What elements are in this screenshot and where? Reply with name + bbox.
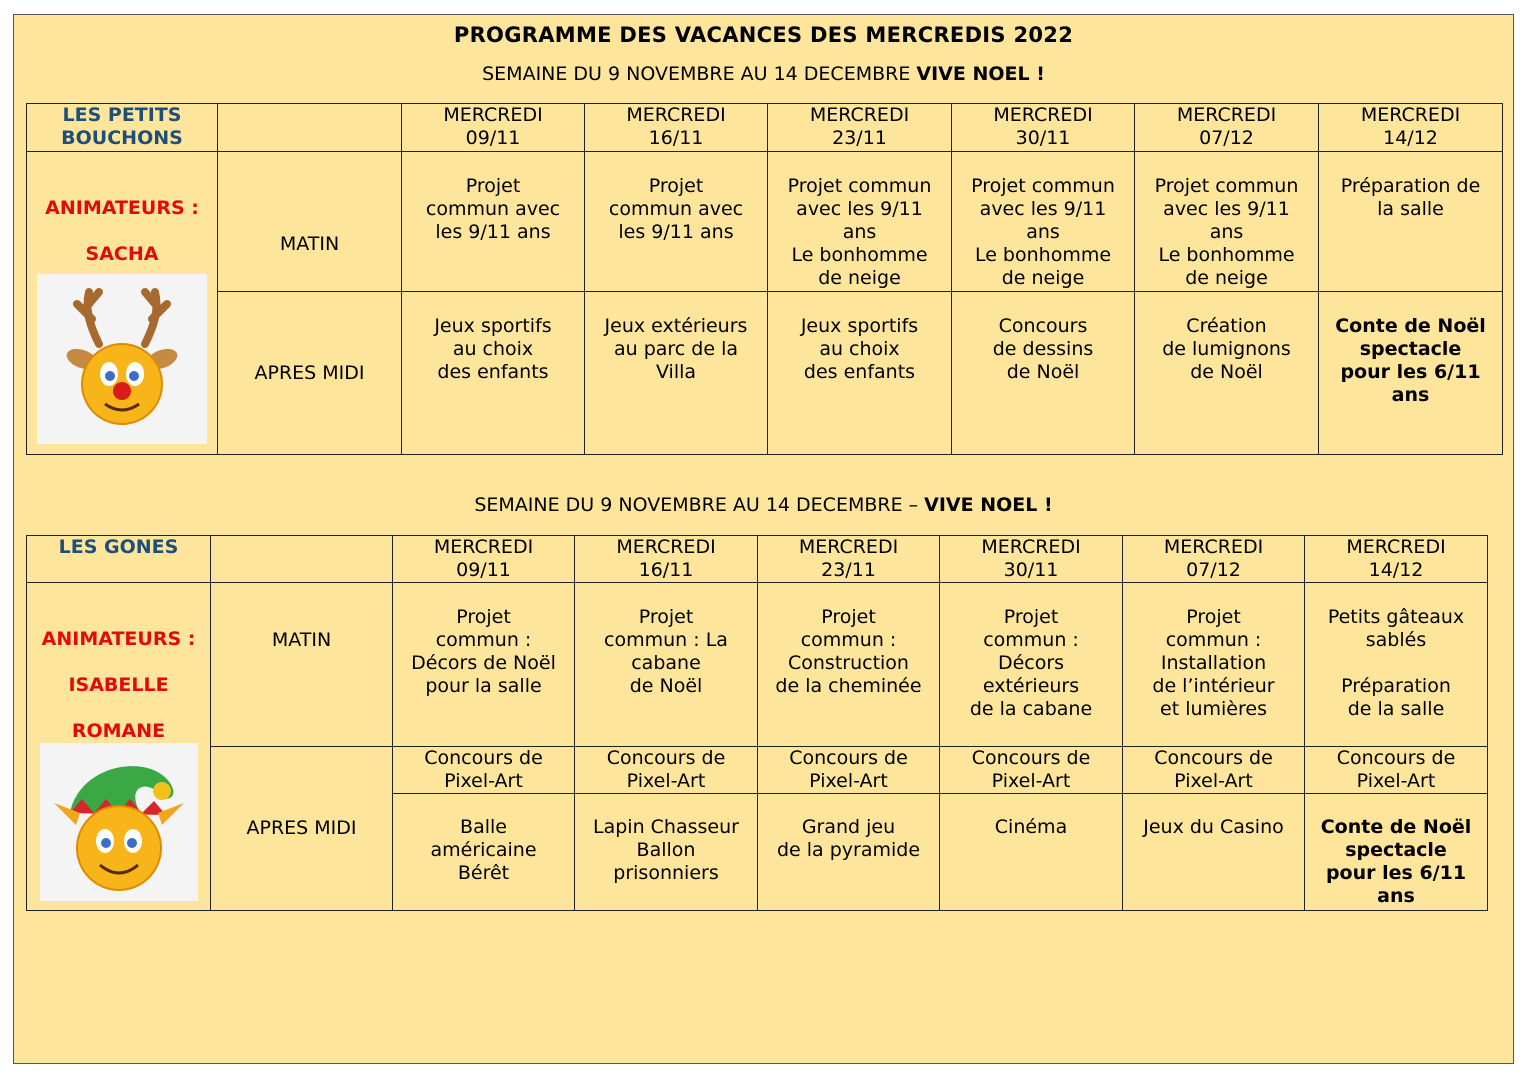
apres-midi-activity: Concours de dessins de Noël xyxy=(952,292,1135,455)
group-name: LES PETITS BOUCHONS xyxy=(27,104,218,152)
empty-header-cell xyxy=(218,104,402,152)
matin-activity: Projet commun avec les 9/11 ans Le bonhomme de neige xyxy=(952,152,1135,292)
empty-header-cell xyxy=(211,536,393,583)
page-title: PROGRAMME DES VACANCES DES MERCREDIS 2022 xyxy=(453,23,1074,47)
matin-activity: Projet commun : Décors de Noël pour la salle xyxy=(393,583,575,747)
concours-activity: Concours de Pixel-Art xyxy=(940,747,1123,794)
apres-midi-activity: Lapin Chasseur Ballon prisonniers xyxy=(575,794,758,911)
apres-midi-activity: Grand jeu de la pyramide xyxy=(758,794,940,911)
apres-midi-activity: Jeux du Casino xyxy=(1123,794,1305,911)
animateur-name: ROMANE xyxy=(71,720,166,742)
concours-activity: Concours de Pixel-Art xyxy=(1305,747,1488,794)
concours-activity: Concours de Pixel-Art xyxy=(393,747,575,794)
apres-midi-activity: Jeux extérieurs au parc de la Villa xyxy=(585,292,768,455)
apres-midi-activity-highlight: Conte de Noël spectacle pour les 6/11 ans xyxy=(1319,292,1503,455)
apres-midi-row xyxy=(27,292,1503,455)
concours-activity: Concours de Pixel-Art xyxy=(575,747,758,794)
week-subtitle-2 xyxy=(14,494,1513,516)
animateurs-label: ANIMATEURS : xyxy=(41,628,196,650)
matin-activity: Projet commun avec les 9/11 ans Le bonhomme de neige xyxy=(1135,152,1319,292)
matin-activity: Préparation de la salle xyxy=(1319,152,1503,292)
animateurs-cell xyxy=(27,152,218,455)
day-header: MERCREDI 09/11 xyxy=(393,536,575,583)
animateur-name: ISABELLE xyxy=(68,674,169,696)
day-header: MERCREDI 14/12 xyxy=(1319,104,1503,152)
matin-activity: Projet commun : La cabane de Noël xyxy=(575,583,758,747)
day-header: MERCREDI 16/11 xyxy=(575,536,758,583)
apres-midi-label: APRES MIDI xyxy=(211,747,393,911)
matin-activity: Petits gâteaux sablés Préparation de la salle xyxy=(1305,583,1488,747)
matin-label: MATIN xyxy=(211,583,393,747)
matin-activity: Projet commun avec les 9/11 ans xyxy=(402,152,585,292)
elf-emoji-icon xyxy=(40,743,198,901)
day-header: MERCREDI 23/11 xyxy=(768,104,952,152)
matin-activity: Projet commun : Décors extérieurs de la cabane xyxy=(940,583,1123,747)
header-row xyxy=(27,536,1488,583)
matin-row xyxy=(27,152,1503,292)
apres-midi-activity: Balle américaine Bérêt xyxy=(393,794,575,911)
week-label: SEMAINE DU 9 NOVEMBRE AU 14 DECEMBRE – xyxy=(474,494,925,516)
day-header: MERCREDI 30/11 xyxy=(952,104,1135,152)
matin-activity: Projet commun avec les 9/11 ans Le bonhomme de neige xyxy=(768,152,952,292)
day-header: MERCREDI 09/11 xyxy=(402,104,585,152)
week-label: SEMAINE DU 9 NOVEMBRE AU 14 DECEMBRE xyxy=(482,63,917,85)
reindeer-emoji-icon xyxy=(37,274,207,444)
apres-midi-activity: Jeux sportifs au choix des enfants xyxy=(768,292,952,455)
week-subtitle-1 xyxy=(14,63,1513,85)
schedule-table-petits-bouchons xyxy=(26,103,1503,455)
apres-midi-activity-highlight: Conte de Noël spectacle pour les 6/11 ans xyxy=(1305,794,1488,911)
day-header: MERCREDI 07/12 xyxy=(1123,536,1305,583)
week-theme: VIVE NOEL ! xyxy=(924,494,1053,516)
group-name: LES GONES xyxy=(27,536,211,583)
matin-row xyxy=(27,583,1488,747)
concours-activity: Concours de Pixel-Art xyxy=(758,747,940,794)
apres-midi-activity: Création de lumignons de Noël xyxy=(1135,292,1319,455)
day-header: MERCREDI 30/11 xyxy=(940,536,1123,583)
matin-activity: Projet commun : Construction de la cheminée xyxy=(758,583,940,747)
program-sheet xyxy=(13,14,1514,1064)
schedule-table-gones xyxy=(26,535,1488,911)
apres-midi-activity: Jeux sportifs au choix des enfants xyxy=(402,292,585,455)
apres-midi-label: APRES MIDI xyxy=(218,292,402,455)
day-header: MERCREDI 23/11 xyxy=(758,536,940,583)
animateurs-cell xyxy=(27,583,211,911)
animateur-name: SACHA xyxy=(85,243,159,265)
matin-activity: Projet commun : Installation de l’intérieur et lumières xyxy=(1123,583,1305,747)
day-header: MERCREDI 14/12 xyxy=(1305,536,1488,583)
animateurs-label: ANIMATEURS : xyxy=(45,197,199,219)
concours-row xyxy=(27,747,1488,794)
concours-activity: Concours de Pixel-Art xyxy=(1123,747,1305,794)
matin-label: MATIN xyxy=(218,152,402,292)
day-header: MERCREDI 16/11 xyxy=(585,104,768,152)
header-row xyxy=(27,104,1503,152)
matin-activity: Projet commun avec les 9/11 ans xyxy=(585,152,768,292)
apres-midi-activity: Cinéma xyxy=(940,794,1123,911)
day-header: MERCREDI 07/12 xyxy=(1135,104,1319,152)
week-theme: VIVE NOEL ! xyxy=(916,63,1045,85)
